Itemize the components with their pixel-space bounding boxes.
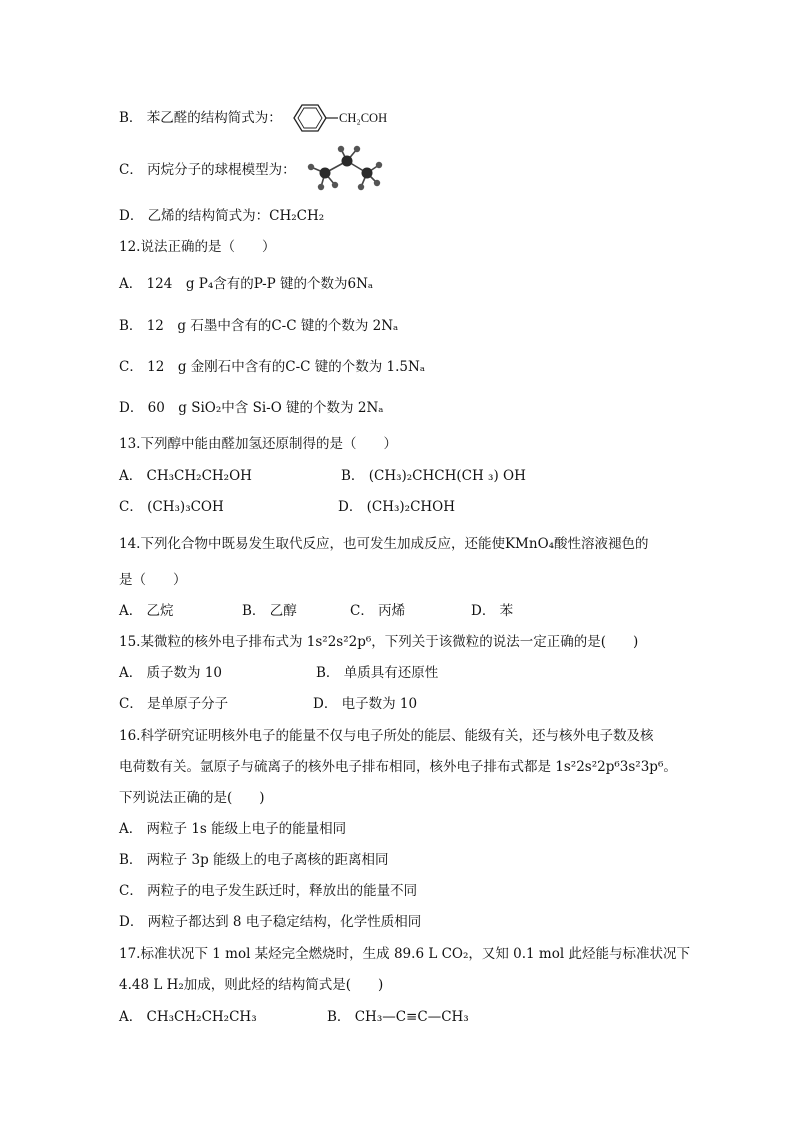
phenylacetaldehyde-structure <box>288 100 398 136</box>
q12-option-b <box>119 316 398 336</box>
q17-stem-cont: 4.48 L H₂加成，则此烃的结构简式是( ) <box>119 977 384 993</box>
q15-option-c <box>119 694 228 714</box>
option-text: 丙烷分子的球棍模型为： <box>147 162 296 178</box>
option-text: 两粒子 1s 能级上电子的能量相同 <box>146 821 347 837</box>
option-text: (CH₃)₂CHOH <box>366 499 456 515</box>
q16-option-c <box>119 881 417 901</box>
option-letter: B． <box>341 468 365 484</box>
option-text: 60 g SiO₂中含 Si-O 键的个数为 2Nₐ <box>147 400 384 416</box>
option-letter: C． <box>119 162 143 178</box>
option-text: 丙烯 <box>378 603 406 619</box>
option-text: 乙烷 <box>146 603 174 619</box>
q14-option-a <box>119 601 174 621</box>
option-text: CH₃—C≡C—CH₃ <box>354 1009 469 1025</box>
q15-option-a <box>119 663 222 683</box>
q13-option-a <box>119 466 252 486</box>
q11-option-b <box>119 108 282 128</box>
option-letter: C． <box>119 359 143 375</box>
option-text: 124 g P₄含有的P-P 键的个数为6Nₐ <box>146 276 374 292</box>
q15-option-d <box>313 694 417 714</box>
q13-stem: 13.下列醇中能由醛加氢还原制得的是（ ） <box>119 436 397 452</box>
q13-option-d <box>338 497 455 517</box>
option-letter: C． <box>119 499 143 515</box>
option-letter: A． <box>119 276 143 292</box>
option-letter: D． <box>338 499 363 515</box>
option-letter: D． <box>119 208 144 224</box>
q15-option-b <box>316 663 438 683</box>
option-letter: C． <box>119 883 143 899</box>
aldehyde-group-label: CH₂COH <box>339 111 388 125</box>
q13-option-b <box>341 466 526 486</box>
option-text: 乙烯的结构简式为：CH₂CH₂ <box>147 208 325 224</box>
q16-option-a <box>119 819 346 839</box>
option-text: 12 g 金刚石中含有的C-C 键的个数为 1.5Nₐ <box>147 359 426 375</box>
option-letter: B． <box>119 318 143 334</box>
option-text: 苯乙醛的结构简式为： <box>146 110 282 126</box>
q16-stem: 16.科学研究证明核外电子的能量不仅与电子所处的能层、能级有关，还与核外电子数及核 <box>119 728 654 744</box>
option-letter: D． <box>119 914 144 930</box>
option-text: 两粒子都达到 8 电子稳定结构，化学性质相同 <box>147 914 422 930</box>
option-text: 12 g 石墨中含有的C-C 键的个数为 2Nₐ <box>146 318 399 334</box>
option-letter: A． <box>119 1009 143 1025</box>
q12-option-c <box>119 357 425 377</box>
q11-option-c <box>119 160 296 180</box>
option-letter: C． <box>350 603 374 619</box>
option-letter: D． <box>471 603 496 619</box>
option-text: (CH₃)₂CHCH(CH ₃) OH <box>368 468 526 484</box>
q12-option-a <box>119 274 373 294</box>
q13-option-c <box>119 497 224 517</box>
option-letter: B． <box>119 110 143 126</box>
q15-stem: 15.某微粒的核外电子排布式为 1s²2s²2p⁶，下列关于该微粒的说法一定正确的是( ) <box>119 634 639 650</box>
q14-stem: 14.下列化合物中既易发生取代反应，也可发生加成反应，还能使KMnO₄酸性溶液褪色的 <box>119 536 649 552</box>
option-letter: B． <box>119 852 143 868</box>
option-letter: B． <box>316 665 340 681</box>
option-text: 苯 <box>499 603 514 619</box>
option-letter: A． <box>119 665 143 681</box>
q17-option-b <box>327 1007 469 1027</box>
q11-option-d <box>119 206 324 226</box>
option-letter: B． <box>327 1009 351 1025</box>
option-text: 单质具有还原性 <box>343 665 439 681</box>
option-letter: B． <box>242 603 266 619</box>
q16-option-b <box>119 850 389 870</box>
option-text: 质子数为 10 <box>146 665 223 681</box>
option-text: CH₃CH₂CH₂OH <box>146 468 252 484</box>
option-text: 两粒子 3p 能级上的电子离核的距离相同 <box>146 852 389 868</box>
q12-option-d <box>119 398 383 418</box>
option-text: 电子数为 10 <box>341 696 418 712</box>
q16-stem-cont: 电荷数有关。氩原子与硫离子的核外电子排布相同，核外电子排布式都是 1s²2s²2p⁶3s²3p⁶。 <box>119 759 677 775</box>
option-letter: A． <box>119 821 143 837</box>
option-letter: A． <box>119 468 143 484</box>
option-text: 两粒子的电子发生跃迁时，释放出的能量不同 <box>147 883 418 899</box>
option-letter: D． <box>313 696 338 712</box>
option-letter: D． <box>119 400 144 416</box>
option-text: 乙醇 <box>269 603 297 619</box>
option-text: (CH₃)₃COH <box>147 499 224 515</box>
q16-option-d <box>119 912 421 932</box>
option-text: 是单原子分子 <box>147 696 229 712</box>
q17-stem: 17.标准状况下 1 mol 某烃完全燃烧时，生成 89.6 L CO₂，又知 0.1 mol 此烃能与标准状况下 <box>119 946 690 962</box>
option-text: CH₃CH₂CH₂CH₃ <box>146 1009 257 1025</box>
q14-option-c <box>350 601 405 621</box>
q17-option-a <box>119 1007 257 1027</box>
option-letter: A． <box>119 603 143 619</box>
q14-stem-cont: 是（ ） <box>119 572 187 588</box>
propane-ball-stick-model <box>303 143 385 195</box>
option-letter: C． <box>119 696 143 712</box>
q14-option-d <box>471 601 513 621</box>
q16-stem-cont-2: 下列说法正确的是( ) <box>119 790 265 806</box>
q12-stem: 12.说法正确的是（ ） <box>119 239 276 255</box>
q14-option-b <box>242 601 297 621</box>
